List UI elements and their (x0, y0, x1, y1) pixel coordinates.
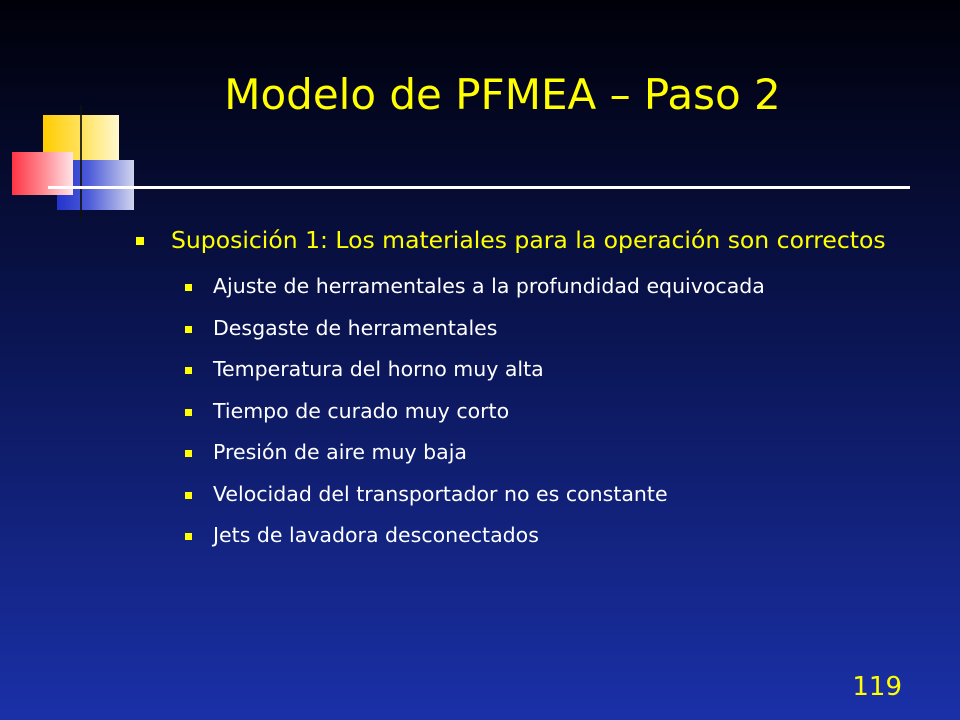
main-bullet-text: Suposición 1: Los materiales para la operación son correctos (171, 226, 886, 254)
square-bullet-icon (185, 284, 192, 291)
sub-bullet-item (180, 308, 916, 350)
square-bullet-icon (185, 326, 192, 333)
sub-bullet-list (136, 266, 916, 557)
sub-bullet-text: Velocidad del transportador no es constante (213, 481, 668, 506)
main-bullet-item (136, 224, 916, 256)
decorative-vertical-line (80, 105, 82, 220)
square-bullet-icon (185, 367, 192, 374)
sub-bullet-text: Desgaste de herramentales (213, 315, 498, 340)
sub-bullet-text: Presión de aire muy baja (213, 440, 467, 464)
square-bullet-icon (185, 450, 192, 457)
sub-bullet-text: Temperatura del horno muy alta (213, 357, 544, 381)
sub-bullet-item (180, 432, 916, 474)
slide-content (136, 224, 916, 557)
sub-bullet-text: Tiempo de curado muy corto (213, 398, 510, 423)
sub-bullet-text: Jets de lavadora desconectados (213, 523, 539, 547)
sub-bullet-item (180, 349, 916, 391)
sub-bullet-item (180, 515, 916, 557)
square-bullet-icon (136, 237, 144, 245)
square-bullet-icon (185, 492, 192, 499)
square-bullet-icon (185, 533, 192, 540)
title-divider-line (48, 186, 910, 189)
sub-bullet-text: Ajuste de herramentales a la profundidad equivocada (213, 274, 765, 298)
sub-bullet-item (180, 391, 916, 433)
sub-bullet-item (180, 266, 916, 308)
slide-title: Modelo de PFMEA – Paso 2 (224, 70, 781, 119)
page-number: 119 (852, 672, 902, 702)
sub-bullet-item (180, 474, 916, 516)
square-bullet-icon (185, 409, 192, 416)
